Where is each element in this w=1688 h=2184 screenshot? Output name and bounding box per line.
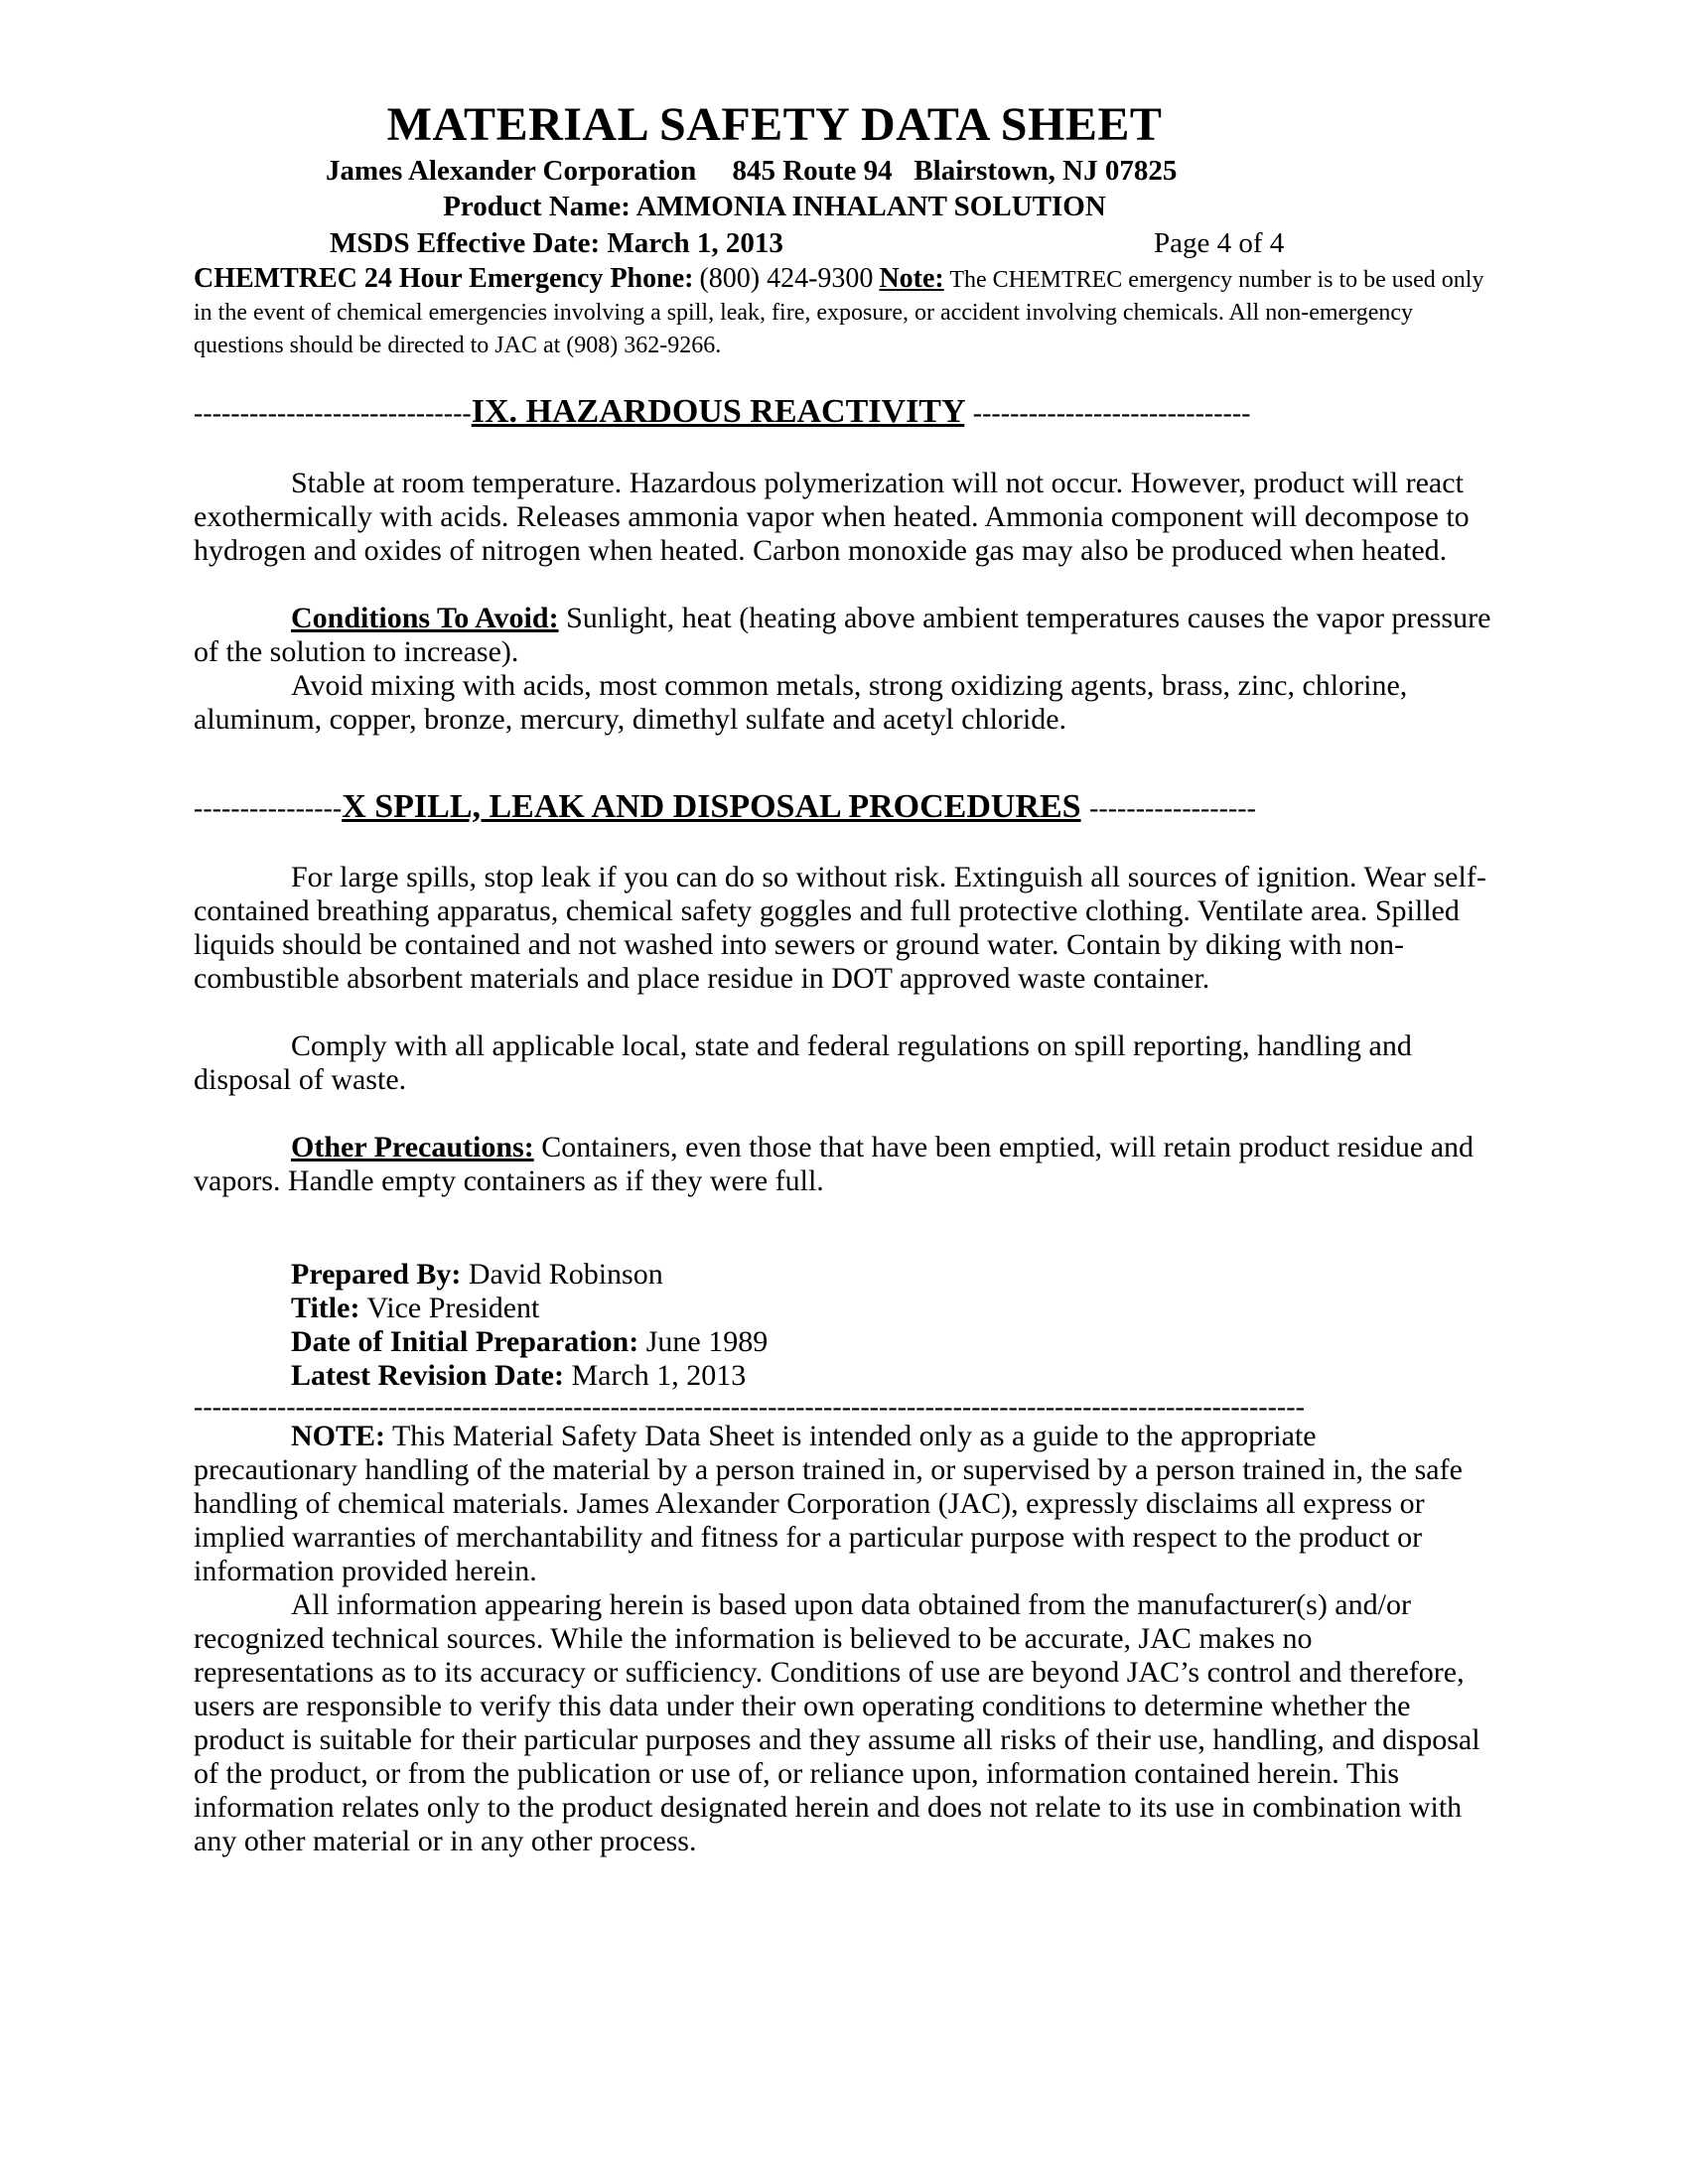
prepared-block bbox=[194, 1258, 1494, 1393]
revision-date-label: Latest Revision Date: bbox=[291, 1359, 564, 1392]
spill-paragraph: For large spills, stop leak if you can do so without risk. Extinguish all sources of ignition. Wear self-contained breathing apparatus, chemical safety goggles and full protective clothing. Ventilate area. Spilled liquids should be contained and not washed into sewers or ground water. Contain by diking with non-combustible absorbent materials and place residue in DOT approved waste container. bbox=[194, 861, 1486, 995]
dashes-right: ------------------ bbox=[1089, 793, 1256, 824]
avoid-paragraph: Avoid mixing with acids, most common metals, strong oxidizing agents, brass, zinc, chlorine, aluminum, copper, bronze, mercury, dimethyl sulfate and acetyl chloride. bbox=[194, 669, 1408, 736]
prepared-by-value: David Robinson bbox=[468, 1258, 663, 1291]
divider-line: ------------------------------------------------------------------------------------------------------------------------ bbox=[194, 1397, 1305, 1419]
title-row bbox=[291, 1292, 1494, 1325]
precautions-paragraph bbox=[194, 1131, 1494, 1198]
emergency-label: CHEMTREC 24 Hour Emergency Phone: bbox=[194, 263, 694, 294]
comply-paragraph: Comply with all applicable local, state and federal regulations on spill reporting, handling and disposal of waste. bbox=[194, 1029, 1412, 1096]
conditions-text: Sunlight, heat (heating above ambient temperatures causes the vapor pressure of the solution to increase). bbox=[194, 602, 1491, 668]
initial-date-label: Date of Initial Preparation: bbox=[291, 1325, 639, 1358]
initial-date-row bbox=[291, 1325, 1494, 1359]
note-label: Note: bbox=[879, 263, 944, 294]
conditions-paragraph bbox=[194, 602, 1494, 669]
product-name: Product Name: AMMONIA INHALANT SOLUTION bbox=[443, 191, 1106, 222]
reactivity-paragraph: Stable at room temperature. Hazardous polymerization will not occur. However, product will react exothermically with acids. Releases ammonia vapor when heated. Ammonia component will decompose to hydrogen and oxides of nitrogen when heated. Carbon monoxide gas may also be produced when heated. bbox=[194, 467, 1470, 567]
dashes-left: ------------------------------ bbox=[194, 398, 472, 429]
emergency-info bbox=[194, 262, 1494, 362]
other-precautions-label: Other Precautions: bbox=[291, 1131, 534, 1163]
section-10-body bbox=[194, 861, 1494, 1198]
disclaimer-text-1: This Material Safety Data Sheet is intended only as a guide to the appropriate precautionary handling of the material by a person trained in, or supervised by a person trained in, the safe handling of chemical materials. James Alexander Corporation (JAC), expressly disclaims all express or implied warranties of merchantability and fitness for a particular purpose with respect to the product or information provided herein. bbox=[194, 1420, 1463, 1587]
disclaimer-paragraph-1 bbox=[194, 1420, 1484, 1588]
disclaimer-paragraph-2: All information appearing herein is based upon data obtained from the manufacturer(s) and/or recognized technical sources. While the information is believed to be accurate, JAC makes no representations as to its accuracy or sufficiency. Conditions of use are beyond JAC’s control and therefore, users are responsible to verify this data under their own operating conditions to determine whether the product is suitable for their particular purposes and they assume all risks of their use, handling, and disposal of the product, or from the publication or use of, or reliance upon, information contained herein. This information relates only to the product designated herein and does not relate to its use in combination with any other material or in any other process. bbox=[194, 1588, 1480, 1857]
dashes-left: ---------------- bbox=[194, 793, 343, 824]
msds-date-row bbox=[194, 224, 1494, 262]
disclaimer-note-label: NOTE: bbox=[291, 1420, 386, 1452]
section-10-heading bbox=[194, 787, 1494, 829]
emergency-phone: (800) 424-9300 bbox=[699, 263, 874, 294]
title-label: Title: bbox=[291, 1292, 360, 1324]
conditions-label: Conditions To Avoid: bbox=[291, 602, 559, 634]
revision-date-value: March 1, 2013 bbox=[571, 1359, 747, 1392]
section-10-title: X SPILL, LEAK AND DISPOSAL PROCEDURES bbox=[342, 788, 1081, 825]
company-address: James Alexander Corporation 845 Route 94 Blairstown, NJ 07825 bbox=[326, 155, 1178, 187]
prepared-by-row bbox=[291, 1258, 1494, 1292]
other-precautions-text: Containers, even those that have been emptied, will retain product residue and vapors. Handle empty containers as if they were full. bbox=[194, 1131, 1475, 1197]
page-number: Page 4 of 4 bbox=[1154, 227, 1285, 259]
title-value: Vice President bbox=[366, 1292, 540, 1324]
revision-date-row bbox=[291, 1359, 1494, 1393]
section-9-title: IX. HAZARDOUS REACTIVITY bbox=[471, 393, 965, 430]
note-text: The CHEMTREC emergency number is to be used only in the event of chemical emergencies involving a spill, leak, fire, exposure, or accident involving chemicals. All non-emergency questions should be directed to JAC at (908) 362-9266. bbox=[194, 267, 1484, 358]
effective-date: MSDS Effective Date: March 1, 2013 bbox=[330, 227, 783, 259]
dashes-right: ------------------------------ bbox=[972, 398, 1251, 429]
section-9-heading bbox=[194, 392, 1494, 434]
document-title: MATERIAL SAFETY DATA SHEET bbox=[386, 98, 1163, 151]
section-9-body bbox=[194, 467, 1494, 737]
initial-date-value: June 1989 bbox=[645, 1325, 769, 1358]
disclaimer-block bbox=[194, 1420, 1484, 1858]
document-header bbox=[194, 97, 1494, 362]
prepared-by-label: Prepared By: bbox=[291, 1258, 462, 1291]
